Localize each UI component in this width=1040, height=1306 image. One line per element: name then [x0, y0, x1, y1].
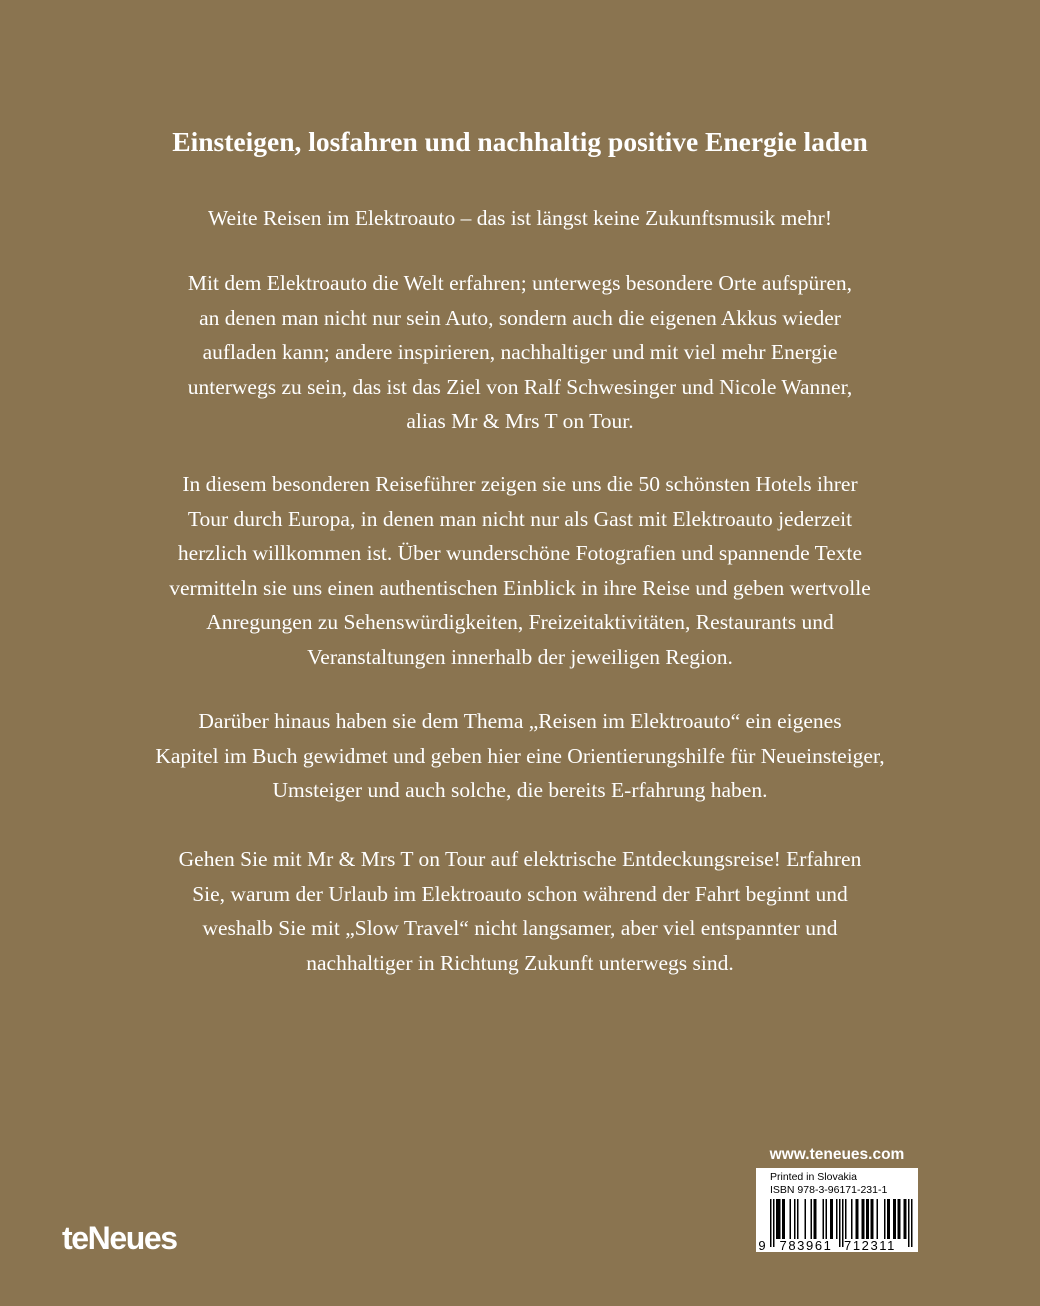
barcode-bar: [893, 1199, 895, 1239]
barcode-bar: [794, 1199, 796, 1239]
barcode-bar: [797, 1199, 799, 1239]
text-line: Umsteiger und auch solche, die bereits E-rfahrung haben.: [272, 778, 768, 802]
barcode-bar: [784, 1199, 786, 1239]
barcode-bar: [776, 1199, 778, 1239]
barcode-bar: [895, 1199, 897, 1239]
barcode-left-digits: 783961: [779, 1238, 833, 1252]
barcode-bar: [826, 1199, 828, 1239]
barcode-bar: [856, 1199, 858, 1239]
text-line: herzlich willkommen ist. Über wunderschöne Fotografien und spannende Texte: [177, 541, 863, 565]
barcode-bar: [868, 1199, 870, 1239]
barcode-bar: [884, 1199, 886, 1239]
barcode-bar: [830, 1199, 832, 1239]
barcode-bar: [790, 1199, 792, 1239]
text-line: Anregungen zu Sehenswürdigkeiten, Freizeitaktivitäten, Restaurants und: [206, 610, 834, 634]
barcode-first-digit: 9: [758, 1238, 766, 1252]
text-line: Darüber hinaus haben sie dem Thema „Reisen im Elektroauto“ ein eigenes: [198, 709, 842, 733]
barcode-guard-bar: [770, 1199, 772, 1247]
text-line: Sie, warum der Urlaub im Elektroauto schon während der Fahrt beginnt und: [192, 881, 848, 906]
barcode-bar: [845, 1199, 847, 1239]
barcode-right-digits: 712311: [843, 1238, 897, 1252]
paragraph-guide: [60, 467, 980, 674]
barcode-bar: [805, 1199, 807, 1239]
text-line: Tour durch Europa, in denen man nicht nur als Gast mit Elektroauto jederzeit: [187, 506, 853, 531]
barcode-bar: [814, 1199, 816, 1239]
barcode-bar: [866, 1199, 868, 1239]
barcode-bar: [778, 1199, 780, 1239]
text-line: aufladen kann; andere inspirieren, nachhaltiger und mit viel mehr Energie: [202, 340, 838, 364]
barcode-guard-bar: [773, 1199, 775, 1247]
paragraph-closing: [60, 842, 980, 980]
barcode-bar: [863, 1199, 865, 1239]
text-line: weshalb Sie mit „Slow Travel“ nicht langsamer, aber viel entspannter und: [202, 916, 838, 940]
text-line: Mit dem Elektroauto die Welt erfahren; unterwegs besondere Orte aufspüren,: [187, 271, 853, 295]
barcode-graphic: [756, 1199, 918, 1252]
headline: Einsteigen, losfahren und nachhaltig positive Energie laden: [172, 126, 868, 157]
barcode-guard-bar: [908, 1199, 910, 1247]
barcode-guard-bar: [839, 1199, 841, 1247]
text-line: alias Mr & Mrs T on Tour.: [406, 409, 634, 433]
barcode-bar: [904, 1199, 906, 1239]
paragraph-intro: [60, 201, 980, 236]
barcode-bar: [811, 1199, 813, 1239]
barcode-panel: [756, 1168, 918, 1252]
barcode-bar: [871, 1199, 873, 1239]
paragraph-chapter: [60, 704, 980, 808]
text-line: nachhaltiger in Richtung Zukunft unterwegs sind.: [306, 950, 734, 975]
barcode-bar: [862, 1199, 864, 1239]
text-line: Gehen Sie mit Mr & Mrs T on Tour auf elektrische Entdeckungsreise! Erfahren: [178, 847, 862, 871]
barcode-bar: [815, 1199, 817, 1239]
text-line: unterwegs zu sein, das ist das Ziel von Ralf Schwesinger und Nicole Wanner,: [187, 374, 853, 399]
publisher-logo: teNeues: [62, 1220, 177, 1256]
publisher-website: www.teneues.com: [769, 1146, 905, 1163]
text-line: In diesem besonderen Reiseführer zeigen sie uns die 50 schönsten Hotels ihrer: [182, 472, 858, 496]
barcode-bar: [782, 1199, 784, 1239]
text-line: an denen man nicht nur sein Auto, sondern auch die eigenen Akkus wieder: [199, 305, 841, 330]
barcode-guard-bar: [911, 1199, 913, 1247]
barcode-bar: [857, 1199, 859, 1239]
barcode-bar: [872, 1199, 874, 1239]
printed-in-label: Printed in Slovakia: [770, 1171, 857, 1183]
isbn-label: ISBN 978-3-96171-231-1: [770, 1184, 888, 1196]
text-line: vermitteln sie uns einen authentischen Einblick in ihre Reise und geben wertvolle: [169, 575, 871, 600]
barcode-bar: [779, 1199, 781, 1239]
barcode-bar: [832, 1199, 834, 1239]
barcode-bar: [887, 1199, 889, 1239]
barcode-bar: [851, 1199, 853, 1239]
text-line: Kapitel im Buch gewidmet und geben hier eine Orientierungshilfe für Neueinsteiger,: [155, 743, 885, 768]
barcode-bar: [898, 1199, 900, 1239]
barcode-bar: [905, 1199, 907, 1239]
barcode-bar: [899, 1199, 901, 1239]
text-line: Veranstaltungen innerhalb der jeweiligen Region.: [307, 644, 733, 669]
barcode-bar: [889, 1199, 891, 1239]
barcode-bar: [836, 1199, 838, 1239]
paragraph-mission: [60, 266, 980, 439]
barcode-bar: [877, 1199, 879, 1239]
barcode-bar: [823, 1199, 825, 1239]
text-line: Weite Reisen im Elektroauto – das ist längst keine Zukunftsmusik mehr!: [207, 206, 833, 230]
